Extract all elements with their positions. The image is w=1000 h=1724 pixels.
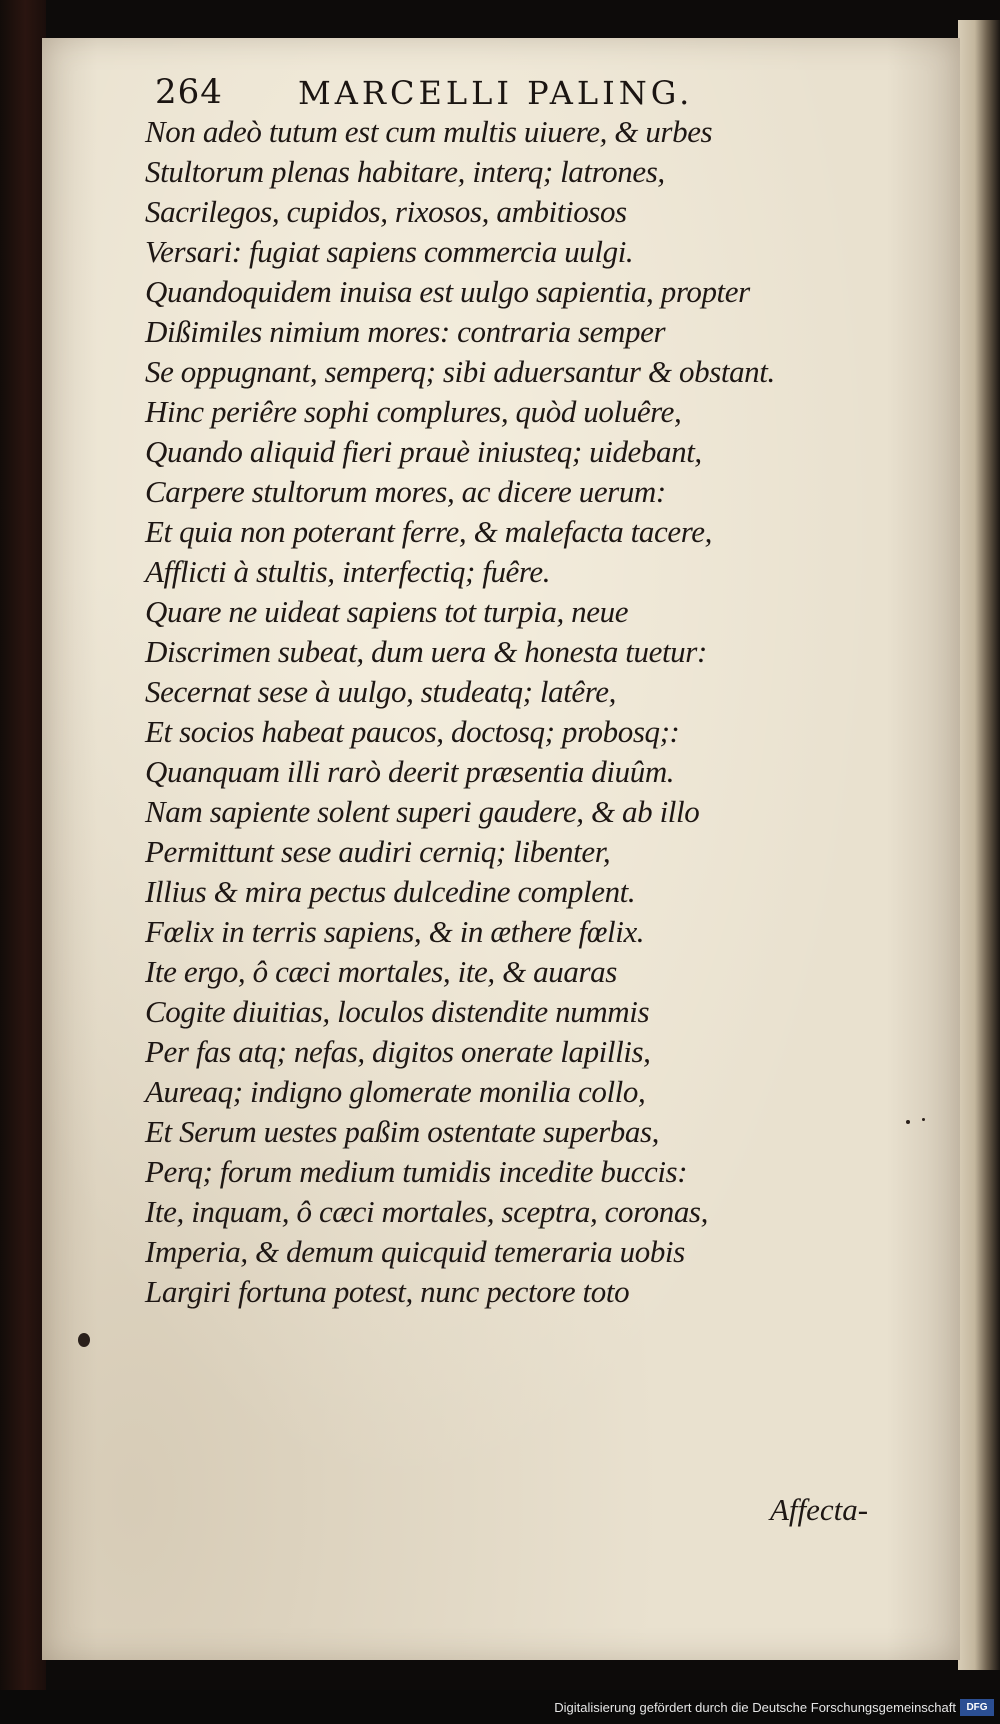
verse-line: Quando aliquid fieri prauè iniusteq; uidebant,	[145, 434, 702, 469]
verse-line: Fœlix in terris sapiens, & in æthere fœlix.	[145, 914, 645, 949]
verse-line: Secernat sese à uulgo, studeatq; latêre,	[145, 674, 616, 709]
catchword: Affecta-	[770, 1492, 869, 1527]
verse-line: Per fas atq; nefas, digitos onerate lapillis,	[145, 1034, 651, 1069]
verse-line: Et Serum uestes paßim ostentate superbas,	[145, 1114, 659, 1149]
verse-line: Nam sapiente solent superi gaudere, & ab illo	[145, 794, 700, 829]
verse-line: Discrimen subeat, dum uera & honesta tuetur:	[145, 634, 707, 669]
verse-line: Quanquam illi rarò deerit præsentia diuûm.	[145, 754, 675, 789]
verse-line: Versari: fugiat sapiens commercia uulgi.	[145, 234, 634, 269]
verse-block	[145, 112, 925, 1312]
page-number: 264	[155, 72, 223, 112]
ink-spot-mark	[78, 1333, 90, 1347]
verse-line: Dißimiles nimium mores: contraria semper	[145, 314, 666, 349]
digitization-credit: Digitalisierung gefördert durch die Deutsche Forschungsgemeinschaft	[554, 1700, 956, 1715]
running-title: MARCELLI PALING.	[298, 74, 694, 112]
verse-line: Stultorum plenas habitare, interq; latrones,	[145, 154, 665, 189]
verse-line: Perq; forum medium tumidis incedite buccis:	[145, 1154, 688, 1189]
verse-line: Hinc periêre sophi complures, quòd uoluêre,	[145, 394, 682, 429]
verse-line: Aureaq; indigno glomerate monilia collo,	[145, 1074, 646, 1109]
verse-line: Non adeò tutum est cum multis uiuere, & urbes	[145, 114, 713, 149]
book-binding-left	[0, 0, 46, 1690]
verse-line: Ite ergo, ô cæci mortales, ite, & auaras	[145, 954, 617, 989]
verse-line: Sacrilegos, cupidos, rixosos, ambitiosos	[145, 194, 627, 229]
verse-line: Imperia, & demum quicquid temeraria uobis	[145, 1234, 685, 1269]
verse-line: Illius & mira pectus dulcedine complent.	[145, 874, 636, 909]
verse-line: Afflicti à stultis, interfectiq; fuêre.	[145, 554, 551, 589]
verse-line: Et quia non poterant ferre, & malefacta tacere,	[145, 514, 712, 549]
verse-line: Quare ne uideat sapiens tot turpia, neue	[145, 594, 629, 629]
verse-line: Permittunt sese audiri cerniq; libenter,	[145, 834, 611, 869]
book-page-edges-right	[958, 20, 1000, 1670]
verse-line: Se oppugnant, semperq; sibi aduersantur & obstant.	[145, 354, 775, 389]
verse-line: Et socios habeat paucos, doctosq; probosq;:	[145, 714, 680, 749]
verse-line: Quandoquidem inuisa est uulgo sapientia, propter	[145, 274, 750, 309]
verse-line: Largiri fortuna potest, nunc pectore toto	[145, 1274, 630, 1309]
dfg-logo-icon: DFG	[960, 1699, 994, 1716]
ink-spot-mark	[906, 1120, 910, 1124]
ink-spot-mark	[922, 1118, 925, 1121]
verse-line: Carpere stultorum mores, ac dicere uerum:	[145, 474, 666, 509]
verse-line: Cogite diuitias, loculos distendite nummis	[145, 994, 650, 1029]
verse-line: Ite, inquam, ô cæci mortales, sceptra, coronas,	[145, 1194, 708, 1229]
